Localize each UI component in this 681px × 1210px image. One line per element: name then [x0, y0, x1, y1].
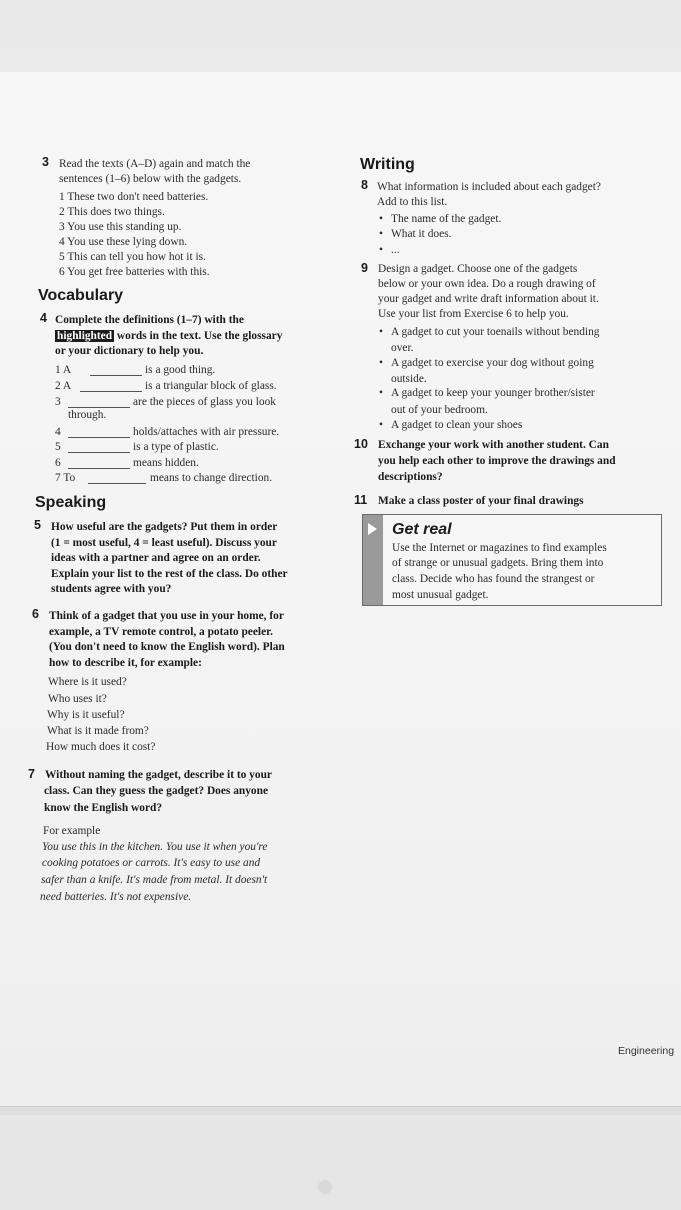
exercise-prompt: Exchange your work with another student. Can [378, 439, 609, 451]
section-heading-vocabulary: Vocabulary [38, 287, 124, 304]
bullet-item: • ... [391, 243, 400, 258]
example-label: For example [43, 825, 101, 837]
bullet-item-continued: out of your bedroom. [391, 404, 488, 416]
section-heading-writing: Writing [360, 156, 415, 173]
exercise-number: 9 [361, 261, 368, 275]
get-real-text: class. Decide who has found the strangest or [392, 573, 595, 585]
definition-text: means hidden. [133, 457, 199, 469]
exercise-prompt: How useful are the gadgets? Put them in order [51, 521, 278, 533]
exercise-prompt: Think of a gadget that you use in your home, for [49, 610, 284, 622]
exercise-prompt: descriptions? [378, 471, 443, 483]
get-real-text: of strange or unusual gadgets. Bring them into [392, 557, 604, 569]
answer-blank[interactable] [68, 427, 130, 438]
definition-row: 5 [55, 441, 61, 453]
example-text: safer than a knife. It's made from metal. It doesn't [41, 874, 268, 886]
exercise-prompt: Complete the definitions (1–7) with the [55, 314, 244, 326]
exercise-prompt: Without naming the gadget, describe it to your [45, 769, 272, 781]
answer-blank[interactable] [68, 442, 130, 453]
exercise-prompt: below or your own idea. Do a rough drawing of [378, 278, 596, 290]
definition-text: holds/attaches with air pressure. [133, 426, 280, 438]
definition-text: are the pieces of glass you look [133, 396, 276, 408]
bullet-item: • The name of the gadget. [391, 212, 501, 227]
definition-row: 6 [55, 457, 61, 469]
exercise-prompt: Explain your list to the rest of the class. Do other [51, 568, 288, 580]
exercise-prompt: Read the texts (A–D) again and match the [59, 158, 251, 170]
exercise-prompt: know the English word? [44, 802, 163, 814]
example-text: need batteries. It's not expensive. [40, 891, 192, 903]
exercise-prompt: Design a gadget. Choose one of the gadgets [378, 263, 578, 275]
exercise-prompt: highlighted words in the text. Use the glossary [57, 330, 283, 342]
highlighted-label: highlighted [57, 330, 113, 342]
example-text: You use this in the kitchen. You use it when you're [42, 841, 268, 853]
get-real-text: Use the Internet or magazines to find examples [392, 542, 607, 554]
list-item: 2 This does two things. [59, 206, 165, 218]
exercise-prompt: What information is included about each gadget? [377, 181, 601, 193]
answer-blank[interactable] [90, 365, 142, 376]
exercise-prompt: Make a class poster of your final drawings [378, 495, 584, 507]
list-item: 1 These two don't need batteries. [59, 191, 209, 203]
exercise-number: 8 [361, 178, 368, 192]
exercise-number: 11 [354, 493, 368, 507]
exercise-number: 6 [32, 607, 39, 621]
definition-row: 4 [55, 426, 61, 438]
question-item: Who uses it? [48, 693, 107, 705]
exercise-prompt: example, a TV remote control, a potato peeler. [49, 626, 273, 638]
exercise-prompt: (You don't need to know the English word). Plan [49, 641, 285, 653]
bullet-item: • What it does. [391, 227, 451, 242]
get-real-box [362, 514, 662, 606]
section-heading-speaking: Speaking [35, 494, 107, 511]
example-text: cooking potatoes or carrots. It's easy to use and [42, 857, 261, 869]
answer-blank[interactable] [80, 381, 142, 392]
bullet-item: • A gadget to clean your shoes [391, 418, 522, 433]
table-mark [318, 1180, 332, 1194]
exercise-number: 5 [34, 518, 41, 532]
definition-row: 1 A [55, 364, 72, 376]
bullet-item: • A gadget to cut your toenails without bending [391, 325, 599, 340]
question-item: What is it made from? [47, 725, 149, 737]
question-item: Where is it used? [48, 676, 127, 688]
list-item: 3 You use this standing up. [59, 221, 182, 233]
exercise-prompt: or your dictionary to help you. [55, 345, 204, 357]
exercise-number: 10 [354, 437, 368, 451]
definition-text: through. [68, 409, 107, 421]
bullet-item: • A gadget to keep your younger brother/sister [391, 386, 595, 401]
definition-text: is a type of plastic. [133, 441, 219, 453]
get-real-text: most unusual gadget. [392, 589, 489, 601]
exercise-prompt: students agree with you? [51, 583, 172, 595]
list-item: 6 You get free batteries with this. [59, 266, 210, 278]
exercise-prompt: how to describe it, for example: [49, 657, 202, 669]
bullet-item: • A gadget to exercise your dog without going [391, 356, 594, 371]
exercise-prompt: ideas with a partner and agree on an order. [51, 552, 261, 564]
play-arrow-icon [368, 523, 377, 535]
answer-blank[interactable] [68, 458, 130, 469]
exercise-prompt: you help each other to improve the drawings and [378, 455, 616, 467]
exercise-number: 7 [28, 767, 35, 781]
definition-text: means to change direction. [150, 472, 273, 484]
footer-label: Engineering [618, 1045, 675, 1057]
answer-blank[interactable] [88, 473, 146, 484]
list-item: 5 This can tell you how hot it is. [59, 251, 206, 263]
exercise-number: 3 [42, 155, 49, 169]
exercise-prompt: class. Can they guess the gadget? Does anyone [44, 785, 269, 797]
list-item: 4 You use these lying down. [59, 236, 188, 248]
definition-row: 7 To [55, 472, 76, 484]
definition-row: 2 A [55, 380, 72, 392]
definition-row: 3 [55, 396, 61, 408]
get-real-title: Get real [392, 521, 452, 538]
exercise-prompt: your gadget and write draft information about it. [378, 293, 599, 305]
exercise-number: 4 [40, 311, 47, 325]
answer-blank[interactable] [68, 397, 130, 408]
question-item: Why is it useful? [47, 709, 125, 721]
exercise-prompt: (1 = most useful, 4 = least useful). Discuss your [51, 537, 277, 549]
bullet-item-continued: over. [391, 342, 414, 354]
page-edge [0, 1106, 681, 1115]
exercise-prompt: sentences (1–6) below with the gadgets. [59, 173, 242, 185]
question-item: How much does it cost? [46, 741, 156, 753]
definition-text: is a good thing. [145, 364, 216, 376]
definition-text: is a triangular block of glass. [145, 380, 277, 392]
bullet-item-continued: outside. [391, 373, 427, 385]
exercise-prompt: Use your list from Exercise 6 to help you. [378, 308, 569, 320]
get-real-sidebar [363, 515, 383, 605]
exercise-prompt: Add to this list. [377, 196, 448, 208]
